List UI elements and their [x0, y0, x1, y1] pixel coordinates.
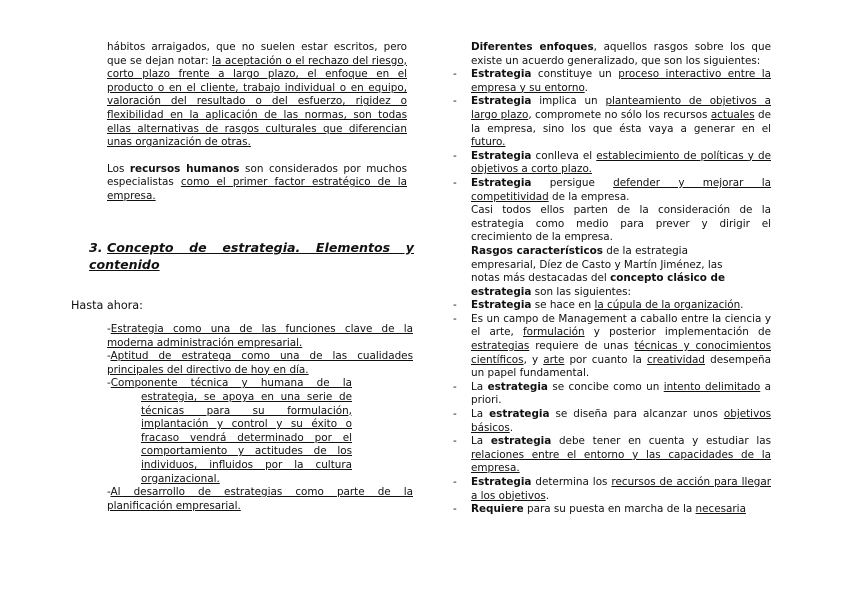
- hasta-ahora-label: Hasta ahora:: [71, 299, 143, 312]
- left-column: [107, 41, 407, 204]
- list-item: - Estrategia se hace en la cúpula de la organización.: [453, 299, 744, 312]
- right-column: [453, 41, 771, 517]
- list-item: - La estrategia se concibe como un intento delimitado a priori.: [453, 380, 771, 407]
- intro-paragraph: Diferentes enfoques, aquellos rasgos sobre los que existe un acuerdo generalizado, que son los siguientes:: [471, 41, 771, 67]
- list-item: - Estrategia implica un planteamiento de objetivos a largo plazo, compromete no sólo los recursos actuales de la empresa, sino los que ésta vaya a generar en el futuro.: [453, 95, 771, 149]
- list-item: - Es un campo de Management a caballo entre la ciencia y el arte, formulación y posterior implementación de estrategias requiere de unas técnicas y conocimientos científicos, y arte por cuanto la creatividad desempeña un papel fundamental.: [453, 312, 771, 380]
- list-item: - Requiere para su puesta en marcha de la necesaria: [453, 503, 746, 516]
- list-item: - Estrategia conlleva el establecimiento de políticas y de objetivos a corto plazo.: [453, 149, 771, 176]
- casi-paragraph: Casi todos ellos parten de la consideración de la estrategia como medio para prever y dirigir el crecimiento de la empresa.: [471, 204, 771, 244]
- list-item: - Estrategia determina los recursos de acción para llegar a los objetivos.: [453, 476, 771, 502]
- list-item: - Estrategia persigue defender y mejorar la competitividad de la empresa.: [453, 176, 771, 203]
- rasgos-paragraph: Rasgos característicos de la estrategia empresarial, Díez de Casto y Martín Jiménez, las notas más destacadas del concepto clásico de estrategia son las siguientes:: [471, 244, 726, 298]
- underlined-text: la aceptación o el rechazo del riesgo, corto plazo frente a largo plazo, el enfoque en el producto o en el cliente, trabajo individual o en equipo, valoración del resultado o del esfuerzo, rigidez o flexibilidad en la aplicación de las normas, son todas ellas alternativas de rasgos culturales que diferencian unas organización de otras.: [107, 54, 407, 149]
- list-item-continuation: estrategia, se apoya en una serie de técnicas para su formulación, implantación y control y su éxito o fracaso vendrá determinado por el comportamiento y actitudes de los individuos, influidos por la cultura organizacional.: [141, 390, 352, 485]
- list-item: - La estrategia debe tener en cuenta y estudiar las relaciones entre el entorno y las capacidades de la empresa.: [453, 435, 771, 475]
- cultural-traits-paragraph: [107, 41, 407, 150]
- list-item: -Aptitud de estratega como una de las cualidades principales del directivo de hoy en día.: [107, 350, 413, 376]
- list-item: -Al desarrollo de estrategias como parte de la planificación empresarial.: [107, 486, 413, 512]
- list-item: - Estrategia constituye un proceso interactivo entre la empresa y su entorno.: [453, 68, 771, 94]
- list-item: -Estrategia como una de las funciones clave de la moderna administración empresarial.: [107, 323, 413, 349]
- summary-list: [107, 323, 413, 513]
- section-title: Concepto de estrategia. Elementos y contenido: [89, 240, 414, 272]
- section-heading: [89, 240, 414, 273]
- list-item: -Componente técnica y humana de la: [107, 377, 352, 390]
- human-resources-paragraph: Los recursos humanos son considerados por muchos especialistas como el primer factor estratégico de la empresa.: [107, 162, 407, 202]
- section-number: 3.: [89, 240, 103, 255]
- list-item: - La estrategia se diseña para alcanzar unos objetivos básicos.: [453, 408, 771, 434]
- text: hábitos arraigados, que no suelen estar escritos, pero que se dejan notar:: [107, 41, 407, 67]
